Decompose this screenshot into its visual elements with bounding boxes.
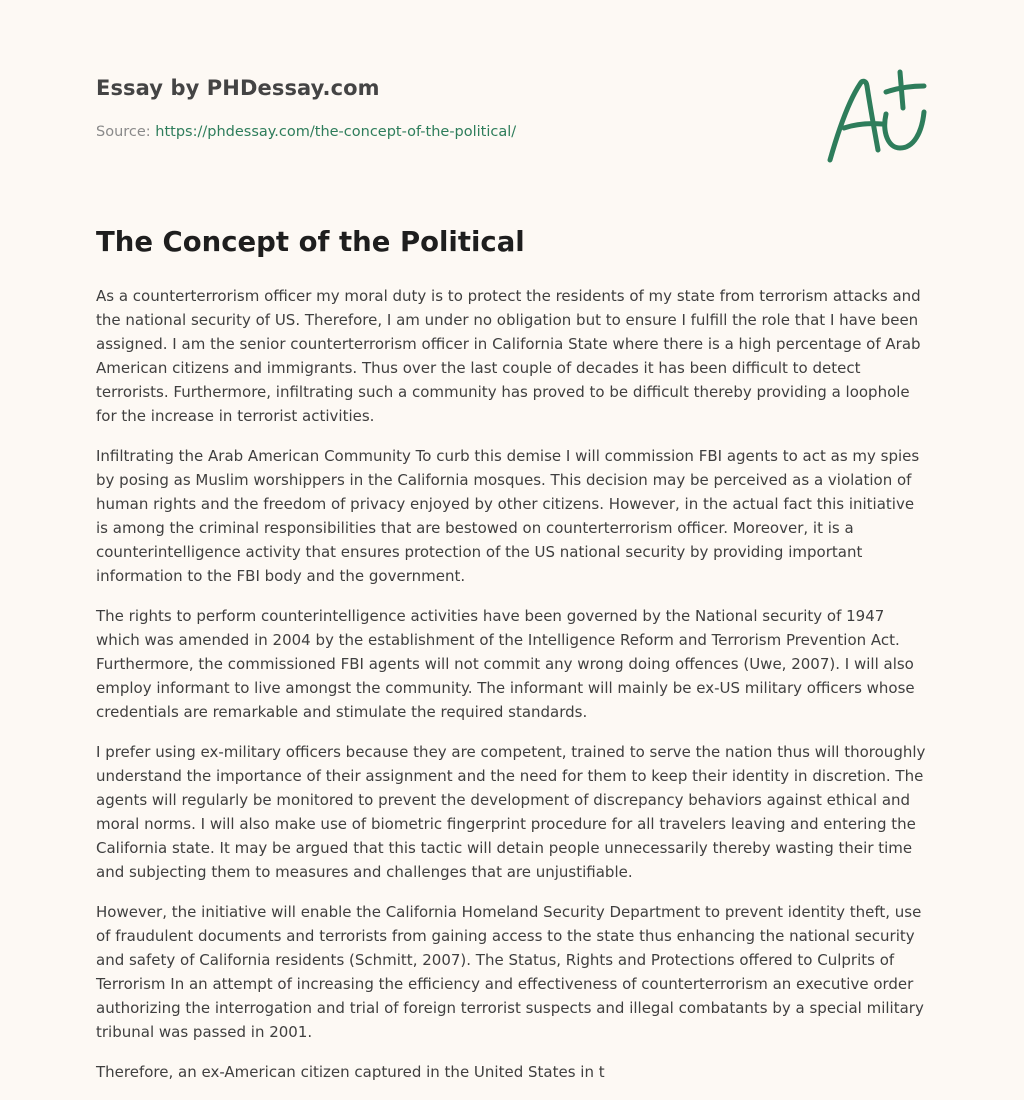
essay-paragraph: I prefer using ex-military officers because they are competent, trained to serve the nation thus will thoroughly understand the importance of their assignment and the need for them to keep their identity in discretion. The agents will regularly be monitored to prevent the development of discrepancy behaviors against ethical and moral norms. I will also make use of biometric fingerprint procedure for all travelers leaving and entering the California state. It may be argued that this tactic will detain people unnecessarily thereby wasting their time and subjecting them to measures and challenges that are unjustifiable. [96,743,926,881]
essay-paragraph: The rights to perform counterintelligence activities have been governed by the National security of 1947 which was amended in 2004 by the establishment of the Intelligence Reform and Terrorism Prevention Act. Furthermore, the commissioned FBI agents will not commit any wrong doing offences (Uwe, 2007). I will also employ informant to live amongst the community. The informant will mainly be ex-US military officers whose credentials are remarkable and stimulate the required standards. [96,607,915,721]
essay-paragraph: Infiltrating the Arab American Community To curb this demise I will commission FBI agents to act as my spies by posing as Muslim worshippers in the California mosques. This decision may be perceived as a violation of human rights and the freedom of privacy enjoyed by other citizens. However, in the actual fact this initiative is among the criminal responsibilities that are bestowed on counterterrorism officer. Moreover, it is a counterintelligence activity that ensures protection of the US national security by providing important information to the FBI body and the government. [96,447,920,585]
essay-paragraph: As a counterterrorism officer my moral duty is to protect the residents of my state from terrorism attacks and the national security of US. Therefore, I am under no obligation but to ensure I fulfill the role that I have been assigned. I am the senior counterterrorism officer in California State where there is a high percentage of Arab American citizens and immigrants. Thus over the last couple of decades it has been difficult to detect terrorists. Furthermore, infiltrating such a community has proved to be difficult thereby providing a loophole for the increase in terrorist activities. [96,287,921,425]
essay-paragraph: Therefore, an ex-American citizen captured in the United States in t [96,1063,605,1081]
page-header [96,0,928,220]
source-link[interactable]: https://phdessay.com/the-concept-of-the-political/ [155,124,517,140]
essay-title: The Concept of the Political [96,226,525,258]
essay-body [96,284,928,1100]
essay-page [96,0,928,1081]
source-line [96,124,516,140]
a-plus-logo-icon [824,68,928,164]
essay-paragraph: However, the initiative will enable the California Homeland Security Department to prevent identity theft, use of fraudulent documents and terrorists from gaining access to the state thus enhancing the national security and safety of California residents (Schmitt, 2007). The Status, Rights and Protections offered to Culprits of Terrorism In an attempt of increasing the efficiency and effectiveness of counterterrorism an executive order authorizing the interrogation and trial of foreign terrorist suspects and illegal combatants by a special military tribunal was passed in 2001. [96,903,924,1041]
source-label: Source: [96,124,156,140]
site-brand: Essay by PHDessay.com [96,76,380,100]
